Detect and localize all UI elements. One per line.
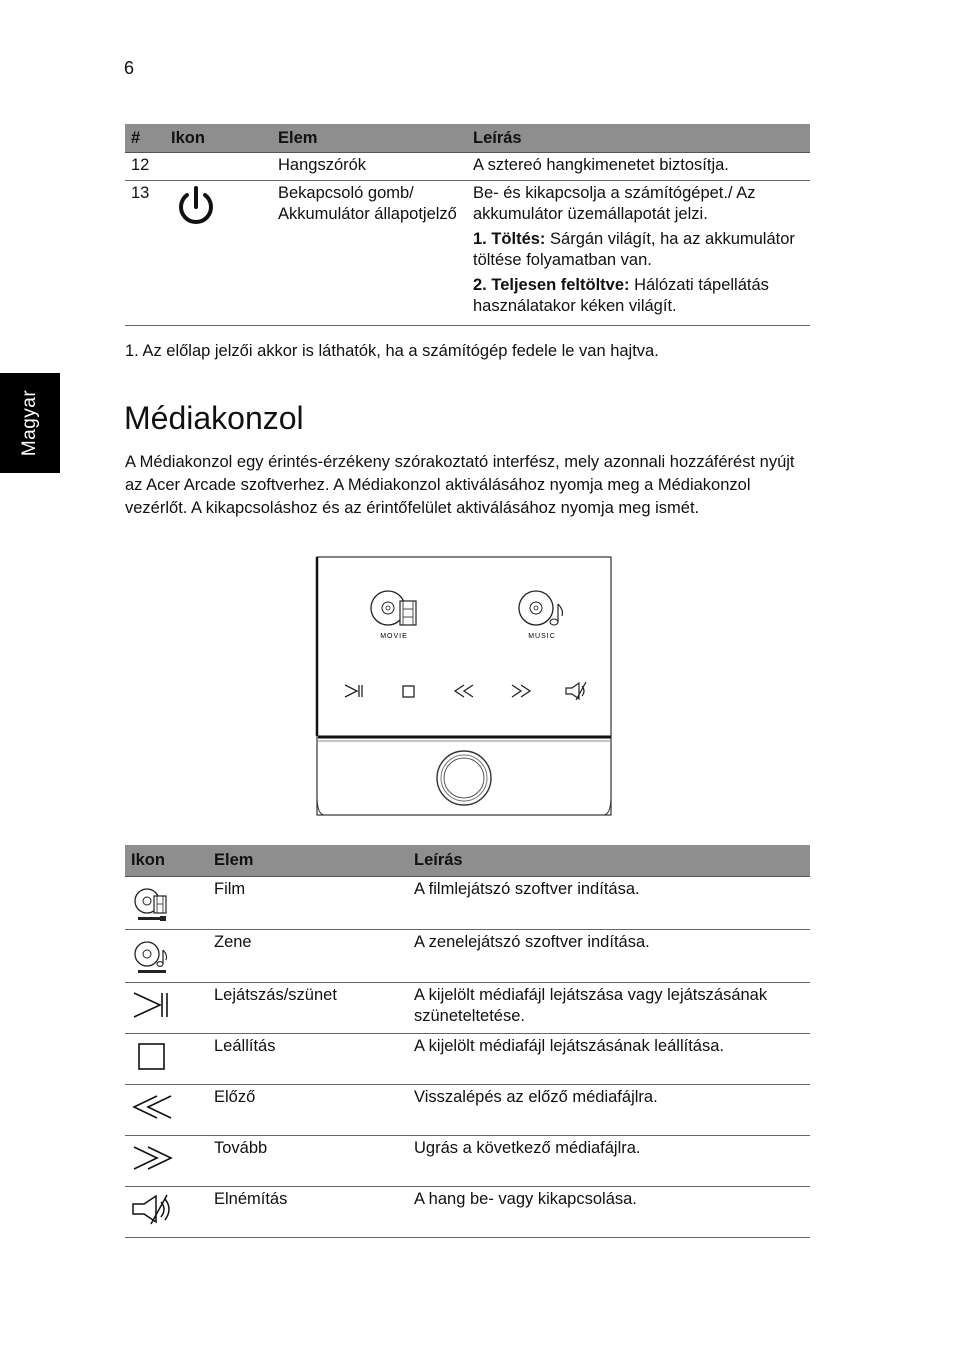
stop-icon (129, 1038, 171, 1074)
row-elem: Hangszórók (272, 153, 467, 181)
desc-bold: 1. Töltés: (473, 230, 546, 248)
footnote: 1. Az előlap jelzői akkor is láthatók, ha a számítógép fedele le van hajtva. (125, 342, 659, 360)
row-desc: A sztereó hangkimenetet biztosítja. (467, 153, 810, 181)
media-console-button (437, 751, 491, 805)
desc-bold: 2. Teljesen feltöltve: (473, 276, 630, 294)
power-icon (171, 183, 221, 229)
row-icon (125, 1085, 208, 1136)
row-elem: Zene (208, 930, 408, 983)
row-desc: A zenelejátszó szoftver indítása. (408, 930, 810, 983)
table-row (125, 181, 810, 326)
row-desc: A hang be- vagy kikapcsolása. (408, 1187, 810, 1238)
components-table (125, 124, 810, 326)
desc-line (473, 275, 804, 317)
header-desc: Leírás (408, 845, 810, 877)
row-icon (125, 983, 208, 1034)
row-elem: Bekapcsoló gomb/ Akkumulátor állapotjelző (272, 181, 467, 326)
row-num: 12 (125, 153, 165, 181)
row-desc: Visszalépés az előző médiafájlra. (408, 1085, 810, 1136)
table-row (125, 930, 810, 983)
header-num: # (125, 124, 165, 153)
row-icon (125, 1136, 208, 1187)
section-title: Médiakonzol (124, 400, 304, 436)
table-row (125, 1034, 810, 1085)
table-row (125, 1187, 810, 1238)
next-icon (129, 1140, 175, 1176)
row-elem: Lejátszás/szünet (208, 983, 408, 1034)
table-row (125, 1085, 810, 1136)
header-elem: Elem (272, 124, 467, 153)
row-elem: Tovább (208, 1136, 408, 1187)
table-row (125, 877, 810, 930)
language-tab-label: Magyar (19, 389, 41, 457)
page-number: 6 (124, 58, 135, 78)
music-icon (129, 934, 171, 978)
row-desc: A kijelölt médiafájl lejátszásának leállítása. (408, 1034, 810, 1085)
row-icon (125, 930, 208, 983)
row-icon (125, 877, 208, 930)
desc-text: Hálózati tápellátás használatakor kéken világít. (473, 276, 769, 315)
row-icon (125, 1034, 208, 1085)
media-console-table (125, 845, 810, 1238)
row-desc (467, 181, 810, 326)
row-elem: Elnémítás (208, 1187, 408, 1238)
header-icon: Ikon (125, 845, 208, 877)
row-icon (165, 181, 272, 326)
table-header-row (125, 845, 810, 877)
desc-text: Sárgán világít, ha az akkumulátor töltése folyamatban van. (473, 230, 795, 269)
header-elem: Elem (208, 845, 408, 877)
table-header-row (125, 124, 810, 153)
row-elem: Film (208, 877, 408, 930)
language-tab (0, 373, 60, 473)
row-icon (125, 1187, 208, 1238)
table-row (125, 153, 810, 181)
desc-line (473, 229, 804, 271)
play-pause-icon (129, 987, 171, 1023)
intro-paragraph: A Médiakonzol egy érintés-érzékeny szórakoztató interfész, mely azonnali hozzáférést nyújt az Acer Arcade szoftverhez. A Médiakonzol aktiválásához nyomja meg a Médiakonzol vezérlőt. A kikapcsoláshoz és az érintőfelület aktiválásához nyomja meg ismét. (125, 453, 795, 517)
movie-label: MOVIE (380, 633, 408, 640)
desc-line: Be- és kikapcsolja a számítógépet./ Az akkumulátor üzemállapotát jelzi. (473, 184, 756, 223)
movie-icon (129, 881, 171, 925)
row-desc: Ugrás a következő médiafájlra. (408, 1136, 810, 1187)
media-console-illustration (314, 556, 614, 818)
row-elem: Leállítás (208, 1034, 408, 1085)
previous-icon (129, 1089, 175, 1125)
row-elem: Előző (208, 1085, 408, 1136)
row-desc: A filmlejátszó szoftver indítása. (408, 877, 810, 930)
row-desc: A kijelölt médiafájl lejátszása vagy lejátszásának szüneteltetése. (408, 983, 810, 1034)
music-label: MUSIC (528, 633, 556, 640)
table-row (125, 983, 810, 1034)
row-icon (165, 153, 272, 181)
header-icon: Ikon (165, 124, 272, 153)
table-row (125, 1136, 810, 1187)
header-desc: Leírás (467, 124, 810, 153)
row-num: 13 (125, 181, 165, 326)
mute-icon (129, 1191, 175, 1227)
